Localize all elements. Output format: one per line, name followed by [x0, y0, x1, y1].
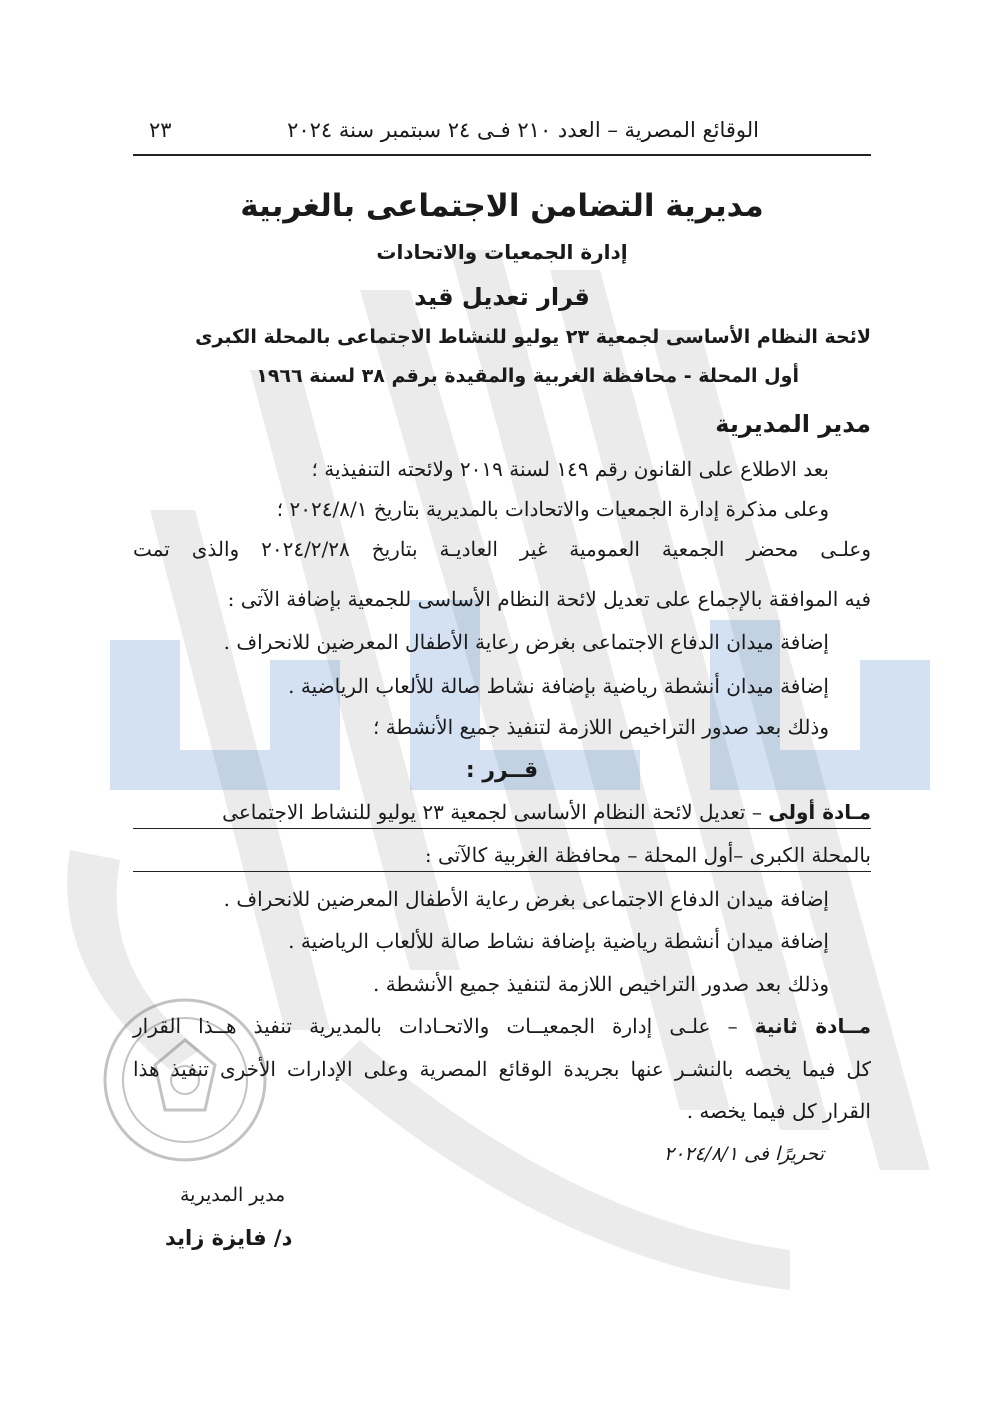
preamble-line: وعلى مذكرة إدارة الجمعيات والاتحادات بالمديرية بتاريخ ٢٠٢٤/٨/١ ؛	[276, 497, 829, 521]
article-2-line	[133, 1014, 871, 1038]
page-number: ٢٣	[149, 118, 172, 142]
article-1-label: مـادة أولى	[768, 800, 871, 824]
preamble-line: إضافة ميدان الدفاع الاجتماعى بغرض رعاية الأطفال المعرضين للانحراف .	[223, 630, 829, 654]
decided-heading: قــرر :	[465, 758, 539, 783]
directorate-title: مديرية التضامن الاجتماعى بالغربية	[240, 188, 764, 224]
subject-line-2: أول المحلة - محافظة الغربية والمقيدة برقم ٣٨ لسنة ١٩٦٦	[256, 365, 799, 387]
article-1-continuation: بالمحلة الكبرى –أول المحلة – محافظة الغربية كالآتى :	[133, 843, 871, 872]
signatory-title: مدير المديرية	[180, 1184, 286, 1206]
article-1-item: إضافة ميدان الدفاع الاجتماعى بغرض رعاية الأطفال المعرضين للانحراف .	[223, 887, 829, 911]
article-2-continuation: القرار كل فيما يخصه .	[686, 1099, 871, 1123]
article-1-item: وذلك بعد صدور التراخيص اللازمة لتنفيذ جميع الأنشطة .	[372, 972, 829, 996]
subject-line-1: لائحة النظام الأساسى لجمعية ٢٣ يوليو للنشاط الاجتماعى بالمحلة الكبرى	[195, 326, 871, 348]
signatory-name: د/ فايزة زايد	[165, 1226, 293, 1250]
preamble-line: فيه الموافقة بالإجماع على تعديل لائحة النظام الأساسى للجمعية بإضافة الآتى :	[227, 587, 871, 611]
issue-date: تحريرًا فى ٢٠٢٤/٨/١	[663, 1143, 824, 1165]
preamble-line: بعد الاطلاع على القانون رقم ١٤٩ لسنة ٢٠١٩ ولائحته التنفيذية ؛	[311, 457, 829, 481]
director-heading: مدير المديرية	[715, 410, 871, 438]
decision-title: قرار تعديل قيد	[414, 283, 590, 311]
article-1-line	[133, 800, 871, 829]
article-1-text: – تعديل لائحة النظام الأساسى لجمعية ٢٣ يوليو للنشاط الاجتماعى	[222, 800, 762, 824]
preamble-line: إضافة ميدان أنشطة رياضية بإضافة نشاط صالة للألعاب الرياضية .	[288, 674, 829, 698]
gazette-issue-line: الوقائع المصرية – العدد ٢١٠ فـى ٢٤ سبتمبر سنة ٢٠٢٤	[287, 118, 759, 142]
article-2-continuation: كل فيما يخصه بالنشـر عنها بجريدة الوقائع المصرية وعلى الإدارات الأخرى تنفيذ هذا	[133, 1057, 871, 1081]
department-subtitle: إدارة الجمعيات والاتحادات	[376, 240, 628, 264]
article-2-label: مــادة ثانية	[754, 1014, 872, 1038]
article-2-text: – علـى إدارة الجمعيــات والاتحـادات بالمديرية تنفيذ هــذا القرار	[133, 1014, 738, 1038]
preamble-line: وذلك بعد صدور التراخيص اللازمة لتنفيذ جميع الأنشطة ؛	[372, 715, 829, 739]
running-header	[133, 114, 871, 156]
preamble-line: وعلـى محضر الجمعية العمومية غير العاديـة بتاريخ ٢٠٢٤/٢/٢٨ والذى تمت	[133, 537, 871, 561]
article-1-item: إضافة ميدان أنشطة رياضية بإضافة نشاط صالة للألعاب الرياضية .	[288, 929, 829, 953]
